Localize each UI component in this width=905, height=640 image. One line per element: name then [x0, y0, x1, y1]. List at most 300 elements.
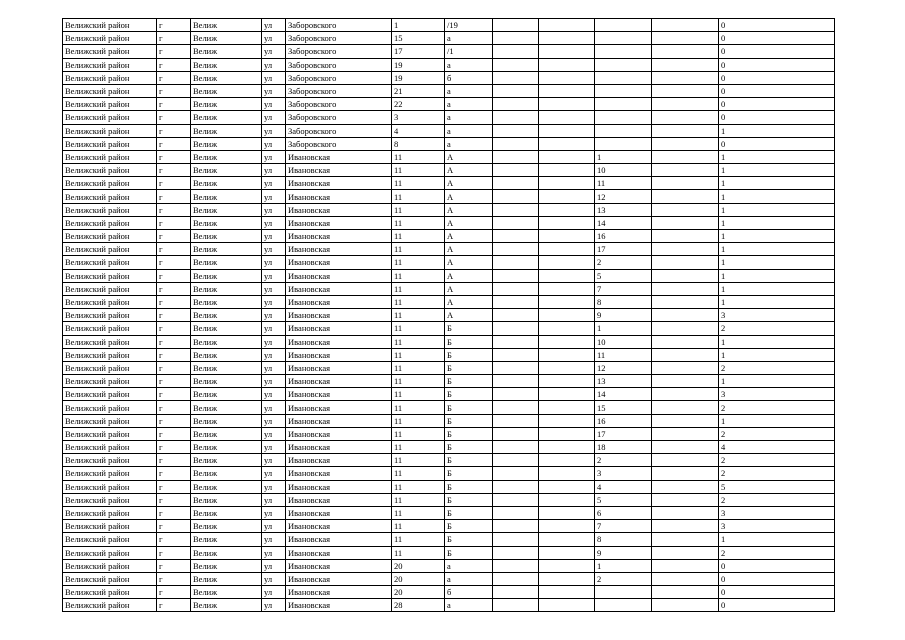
cell-house-suffix: А — [445, 150, 493, 163]
cell-apartment: 17 — [595, 427, 652, 440]
cell-locality-type: г — [157, 216, 191, 229]
cell-house-suffix: Б — [445, 388, 493, 401]
cell-house-number: 8 — [392, 137, 445, 150]
table-row — [63, 348, 835, 361]
cell-district: Велижский район — [63, 414, 157, 427]
cell-locality-type: г — [157, 98, 191, 111]
cell-district: Велижский район — [63, 230, 157, 243]
cell-street: Заборовского — [286, 98, 392, 111]
cell-count: 1 — [719, 124, 835, 137]
cell-house-suffix: Б — [445, 375, 493, 388]
cell-count: 0 — [719, 98, 835, 111]
cell-count: 0 — [719, 559, 835, 572]
cell-house-suffix: Б — [445, 520, 493, 533]
cell-locality: Велиж — [191, 98, 262, 111]
table-row — [63, 454, 835, 467]
cell-count: 4 — [719, 441, 835, 454]
table-row — [63, 269, 835, 282]
cell-street: Ивановская — [286, 282, 392, 295]
cell-street-type: ул — [262, 559, 286, 572]
cell-apartment — [595, 124, 652, 137]
cell-street-type: ул — [262, 586, 286, 599]
cell-street: Ивановская — [286, 441, 392, 454]
cell-col-8 — [493, 480, 539, 493]
cell-locality-type: г — [157, 559, 191, 572]
cell-street: Ивановская — [286, 375, 392, 388]
cell-street-type: ул — [262, 335, 286, 348]
table-row — [63, 230, 835, 243]
cell-col-8 — [493, 348, 539, 361]
cell-col-11 — [652, 441, 719, 454]
cell-apartment: 4 — [595, 480, 652, 493]
cell-locality-type: г — [157, 322, 191, 335]
cell-col-9 — [539, 414, 595, 427]
cell-count: 1 — [719, 375, 835, 388]
cell-street: Ивановская — [286, 506, 392, 519]
cell-count: 1 — [719, 203, 835, 216]
cell-street-type: ул — [262, 401, 286, 414]
cell-count: 1 — [719, 256, 835, 269]
cell-house-number: 11 — [392, 506, 445, 519]
cell-count: 0 — [719, 599, 835, 612]
cell-house-suffix: А — [445, 243, 493, 256]
cell-locality-type: г — [157, 256, 191, 269]
cell-col-11 — [652, 322, 719, 335]
cell-apartment: 9 — [595, 309, 652, 322]
cell-street-type: ул — [262, 348, 286, 361]
cell-apartment: 6 — [595, 506, 652, 519]
cell-locality-type: г — [157, 71, 191, 84]
cell-locality: Велиж — [191, 150, 262, 163]
cell-house-number: 11 — [392, 243, 445, 256]
cell-street: Заборовского — [286, 32, 392, 45]
cell-locality-type: г — [157, 480, 191, 493]
cell-apartment: 7 — [595, 520, 652, 533]
cell-locality-type: г — [157, 506, 191, 519]
cell-col-9 — [539, 203, 595, 216]
cell-street-type: ул — [262, 124, 286, 137]
cell-district: Велижский район — [63, 177, 157, 190]
cell-house-number: 11 — [392, 441, 445, 454]
table-row — [63, 111, 835, 124]
cell-col-9 — [539, 480, 595, 493]
address-table — [62, 18, 835, 612]
cell-locality-type: г — [157, 32, 191, 45]
cell-count: 3 — [719, 388, 835, 401]
table-row — [63, 480, 835, 493]
cell-district: Велижский район — [63, 375, 157, 388]
cell-locality-type: г — [157, 401, 191, 414]
cell-col-9 — [539, 256, 595, 269]
cell-locality: Велиж — [191, 348, 262, 361]
cell-locality: Велиж — [191, 177, 262, 190]
cell-house-number: 22 — [392, 98, 445, 111]
cell-locality: Велиж — [191, 441, 262, 454]
cell-locality-type: г — [157, 230, 191, 243]
cell-locality-type: г — [157, 243, 191, 256]
cell-locality-type: г — [157, 269, 191, 282]
cell-col-8 — [493, 269, 539, 282]
cell-col-8 — [493, 493, 539, 506]
cell-locality: Велиж — [191, 111, 262, 124]
cell-locality-type: г — [157, 348, 191, 361]
cell-house-suffix: Б — [445, 322, 493, 335]
cell-count: 1 — [719, 164, 835, 177]
table-row — [63, 295, 835, 308]
cell-street: Ивановская — [286, 493, 392, 506]
cell-col-9 — [539, 361, 595, 374]
cell-district: Велижский район — [63, 84, 157, 97]
cell-street-type: ул — [262, 493, 286, 506]
cell-street-type: ул — [262, 150, 286, 163]
cell-street-type: ул — [262, 32, 286, 45]
cell-col-8 — [493, 190, 539, 203]
cell-locality-type: г — [157, 375, 191, 388]
cell-locality: Велиж — [191, 572, 262, 585]
cell-locality: Велиж — [191, 190, 262, 203]
cell-district: Велижский район — [63, 401, 157, 414]
cell-house-number: 11 — [392, 335, 445, 348]
cell-street: Заборовского — [286, 137, 392, 150]
cell-count: 2 — [719, 361, 835, 374]
cell-locality: Велиж — [191, 322, 262, 335]
cell-col-8 — [493, 84, 539, 97]
cell-col-9 — [539, 348, 595, 361]
cell-col-11 — [652, 164, 719, 177]
cell-house-suffix: Б — [445, 454, 493, 467]
cell-col-11 — [652, 414, 719, 427]
cell-house-suffix: /19 — [445, 19, 493, 32]
cell-col-8 — [493, 572, 539, 585]
cell-district: Велижский район — [63, 599, 157, 612]
cell-street-type: ул — [262, 282, 286, 295]
cell-locality: Велиж — [191, 282, 262, 295]
cell-district: Велижский район — [63, 361, 157, 374]
cell-district: Велижский район — [63, 335, 157, 348]
cell-district: Велижский район — [63, 454, 157, 467]
cell-locality: Велиж — [191, 586, 262, 599]
cell-col-9 — [539, 84, 595, 97]
cell-house-number: 11 — [392, 150, 445, 163]
cell-count: 1 — [719, 177, 835, 190]
cell-apartment: 8 — [595, 295, 652, 308]
cell-street-type: ул — [262, 98, 286, 111]
cell-col-9 — [539, 599, 595, 612]
cell-count: 2 — [719, 467, 835, 480]
cell-street-type: ул — [262, 467, 286, 480]
table-row — [63, 32, 835, 45]
cell-street-type: ул — [262, 111, 286, 124]
cell-locality-type: г — [157, 586, 191, 599]
cell-house-suffix: а — [445, 84, 493, 97]
table-row — [63, 414, 835, 427]
cell-col-11 — [652, 599, 719, 612]
cell-apartment: 2 — [595, 572, 652, 585]
cell-locality: Велиж — [191, 401, 262, 414]
cell-count: 3 — [719, 520, 835, 533]
cell-locality-type: г — [157, 599, 191, 612]
cell-col-11 — [652, 203, 719, 216]
cell-house-suffix: Б — [445, 493, 493, 506]
cell-col-11 — [652, 137, 719, 150]
cell-col-8 — [493, 467, 539, 480]
cell-house-suffix: Б — [445, 546, 493, 559]
cell-locality: Велиж — [191, 546, 262, 559]
cell-house-number: 28 — [392, 599, 445, 612]
cell-house-number: 11 — [392, 230, 445, 243]
cell-district: Велижский район — [63, 559, 157, 572]
cell-col-9 — [539, 282, 595, 295]
cell-apartment — [595, 586, 652, 599]
cell-street-type: ул — [262, 520, 286, 533]
cell-house-number: 11 — [392, 401, 445, 414]
cell-col-11 — [652, 586, 719, 599]
table-row — [63, 98, 835, 111]
cell-house-number: 11 — [392, 454, 445, 467]
cell-locality: Велиж — [191, 454, 262, 467]
cell-house-suffix: а — [445, 559, 493, 572]
cell-locality: Велиж — [191, 19, 262, 32]
cell-street: Ивановская — [286, 586, 392, 599]
cell-apartment — [595, 32, 652, 45]
table-row — [63, 84, 835, 97]
cell-apartment: 8 — [595, 533, 652, 546]
table-row — [63, 388, 835, 401]
table-row — [63, 467, 835, 480]
cell-street: Заборовского — [286, 45, 392, 58]
cell-street: Ивановская — [286, 230, 392, 243]
cell-street: Заборовского — [286, 124, 392, 137]
cell-col-8 — [493, 559, 539, 572]
cell-house-number: 11 — [392, 282, 445, 295]
cell-locality: Велиж — [191, 32, 262, 45]
cell-locality: Велиж — [191, 256, 262, 269]
cell-district: Велижский район — [63, 243, 157, 256]
cell-locality-type: г — [157, 335, 191, 348]
cell-apartment: 3 — [595, 467, 652, 480]
cell-count: 3 — [719, 309, 835, 322]
cell-col-11 — [652, 45, 719, 58]
cell-col-8 — [493, 295, 539, 308]
cell-col-8 — [493, 401, 539, 414]
cell-col-8 — [493, 282, 539, 295]
cell-col-8 — [493, 203, 539, 216]
cell-col-8 — [493, 150, 539, 163]
cell-col-11 — [652, 388, 719, 401]
cell-col-9 — [539, 335, 595, 348]
table-row — [63, 506, 835, 519]
cell-locality-type: г — [157, 388, 191, 401]
cell-apartment: 9 — [595, 546, 652, 559]
cell-apartment: 1 — [595, 322, 652, 335]
cell-locality-type: г — [157, 572, 191, 585]
cell-count: 0 — [719, 45, 835, 58]
cell-apartment: 13 — [595, 203, 652, 216]
cell-house-number: 11 — [392, 480, 445, 493]
table-row — [63, 586, 835, 599]
cell-house-number: 20 — [392, 586, 445, 599]
cell-col-8 — [493, 111, 539, 124]
cell-district: Велижский район — [63, 427, 157, 440]
cell-col-8 — [493, 454, 539, 467]
table-row — [63, 559, 835, 572]
cell-house-suffix: А — [445, 230, 493, 243]
cell-col-8 — [493, 520, 539, 533]
cell-street: Ивановская — [286, 480, 392, 493]
cell-locality-type: г — [157, 203, 191, 216]
cell-apartment: 12 — [595, 190, 652, 203]
cell-house-suffix: Б — [445, 414, 493, 427]
cell-apartment — [595, 111, 652, 124]
cell-locality-type: г — [157, 493, 191, 506]
cell-count: 1 — [719, 533, 835, 546]
table-row — [63, 203, 835, 216]
cell-locality: Велиж — [191, 493, 262, 506]
cell-apartment — [595, 19, 652, 32]
cell-apartment: 12 — [595, 361, 652, 374]
cell-locality: Велиж — [191, 216, 262, 229]
cell-col-9 — [539, 269, 595, 282]
cell-house-suffix: а — [445, 58, 493, 71]
cell-street-type: ул — [262, 295, 286, 308]
cell-street: Заборовского — [286, 71, 392, 84]
cell-district: Велижский район — [63, 295, 157, 308]
cell-house-number: 11 — [392, 190, 445, 203]
cell-col-8 — [493, 137, 539, 150]
table-row — [63, 216, 835, 229]
cell-house-suffix: а — [445, 111, 493, 124]
cell-street: Ивановская — [286, 348, 392, 361]
cell-street-type: ул — [262, 203, 286, 216]
cell-street: Заборовского — [286, 84, 392, 97]
cell-col-9 — [539, 454, 595, 467]
table-row — [63, 71, 835, 84]
cell-apartment: 14 — [595, 388, 652, 401]
cell-locality-type: г — [157, 111, 191, 124]
cell-locality-type: г — [157, 454, 191, 467]
cell-house-number: 11 — [392, 348, 445, 361]
cell-street-type: ул — [262, 388, 286, 401]
cell-count: 1 — [719, 348, 835, 361]
cell-house-number: 3 — [392, 111, 445, 124]
cell-street-type: ул — [262, 230, 286, 243]
cell-district: Велижский район — [63, 19, 157, 32]
cell-house-suffix: а — [445, 32, 493, 45]
cell-apartment — [595, 58, 652, 71]
cell-locality-type: г — [157, 546, 191, 559]
cell-count: 1 — [719, 150, 835, 163]
cell-count: 1 — [719, 190, 835, 203]
cell-col-11 — [652, 480, 719, 493]
cell-apartment: 1 — [595, 559, 652, 572]
table-row — [63, 546, 835, 559]
cell-street-type: ул — [262, 414, 286, 427]
cell-district: Велижский район — [63, 164, 157, 177]
cell-count: 0 — [719, 111, 835, 124]
cell-house-suffix: а — [445, 599, 493, 612]
cell-street-type: ул — [262, 45, 286, 58]
cell-street-type: ул — [262, 164, 286, 177]
cell-house-suffix: А — [445, 177, 493, 190]
cell-street: Ивановская — [286, 454, 392, 467]
cell-col-11 — [652, 361, 719, 374]
cell-apartment: 2 — [595, 454, 652, 467]
cell-street: Ивановская — [286, 177, 392, 190]
cell-street: Ивановская — [286, 361, 392, 374]
cell-col-9 — [539, 216, 595, 229]
cell-col-8 — [493, 164, 539, 177]
cell-street: Ивановская — [286, 335, 392, 348]
cell-col-8 — [493, 124, 539, 137]
cell-house-suffix: А — [445, 282, 493, 295]
cell-house-suffix: б — [445, 71, 493, 84]
cell-street: Ивановская — [286, 572, 392, 585]
cell-col-9 — [539, 572, 595, 585]
cell-locality-type: г — [157, 520, 191, 533]
cell-col-8 — [493, 216, 539, 229]
cell-house-suffix: б — [445, 586, 493, 599]
table-row — [63, 19, 835, 32]
cell-house-number: 11 — [392, 203, 445, 216]
cell-street: Ивановская — [286, 269, 392, 282]
cell-street: Ивановская — [286, 388, 392, 401]
cell-col-9 — [539, 71, 595, 84]
cell-count: 3 — [719, 506, 835, 519]
cell-col-8 — [493, 230, 539, 243]
cell-street-type: ул — [262, 58, 286, 71]
cell-col-8 — [493, 375, 539, 388]
cell-apartment: 14 — [595, 216, 652, 229]
cell-col-9 — [539, 375, 595, 388]
cell-house-number: 15 — [392, 32, 445, 45]
cell-col-9 — [539, 546, 595, 559]
cell-house-number: 11 — [392, 322, 445, 335]
table-row — [63, 177, 835, 190]
cell-district: Велижский район — [63, 98, 157, 111]
cell-locality: Велиж — [191, 427, 262, 440]
cell-house-number: 11 — [392, 388, 445, 401]
cell-col-9 — [539, 441, 595, 454]
cell-locality: Велиж — [191, 375, 262, 388]
cell-house-suffix: Б — [445, 361, 493, 374]
table-row — [63, 243, 835, 256]
cell-col-9 — [539, 124, 595, 137]
cell-street-type: ул — [262, 71, 286, 84]
cell-street: Ивановская — [286, 599, 392, 612]
cell-col-11 — [652, 32, 719, 45]
table-row — [63, 190, 835, 203]
cell-locality-type: г — [157, 309, 191, 322]
table-row — [63, 45, 835, 58]
cell-col-11 — [652, 506, 719, 519]
cell-locality: Велиж — [191, 480, 262, 493]
cell-street: Ивановская — [286, 533, 392, 546]
cell-street: Ивановская — [286, 243, 392, 256]
cell-house-number: 20 — [392, 559, 445, 572]
cell-col-11 — [652, 216, 719, 229]
cell-street-type: ул — [262, 190, 286, 203]
table-row — [63, 533, 835, 546]
cell-locality-type: г — [157, 414, 191, 427]
cell-house-suffix: А — [445, 164, 493, 177]
cell-house-number: 11 — [392, 533, 445, 546]
cell-col-9 — [539, 19, 595, 32]
cell-district: Велижский район — [63, 71, 157, 84]
cell-col-9 — [539, 243, 595, 256]
cell-col-11 — [652, 493, 719, 506]
cell-house-suffix: Б — [445, 441, 493, 454]
cell-district: Велижский район — [63, 506, 157, 519]
